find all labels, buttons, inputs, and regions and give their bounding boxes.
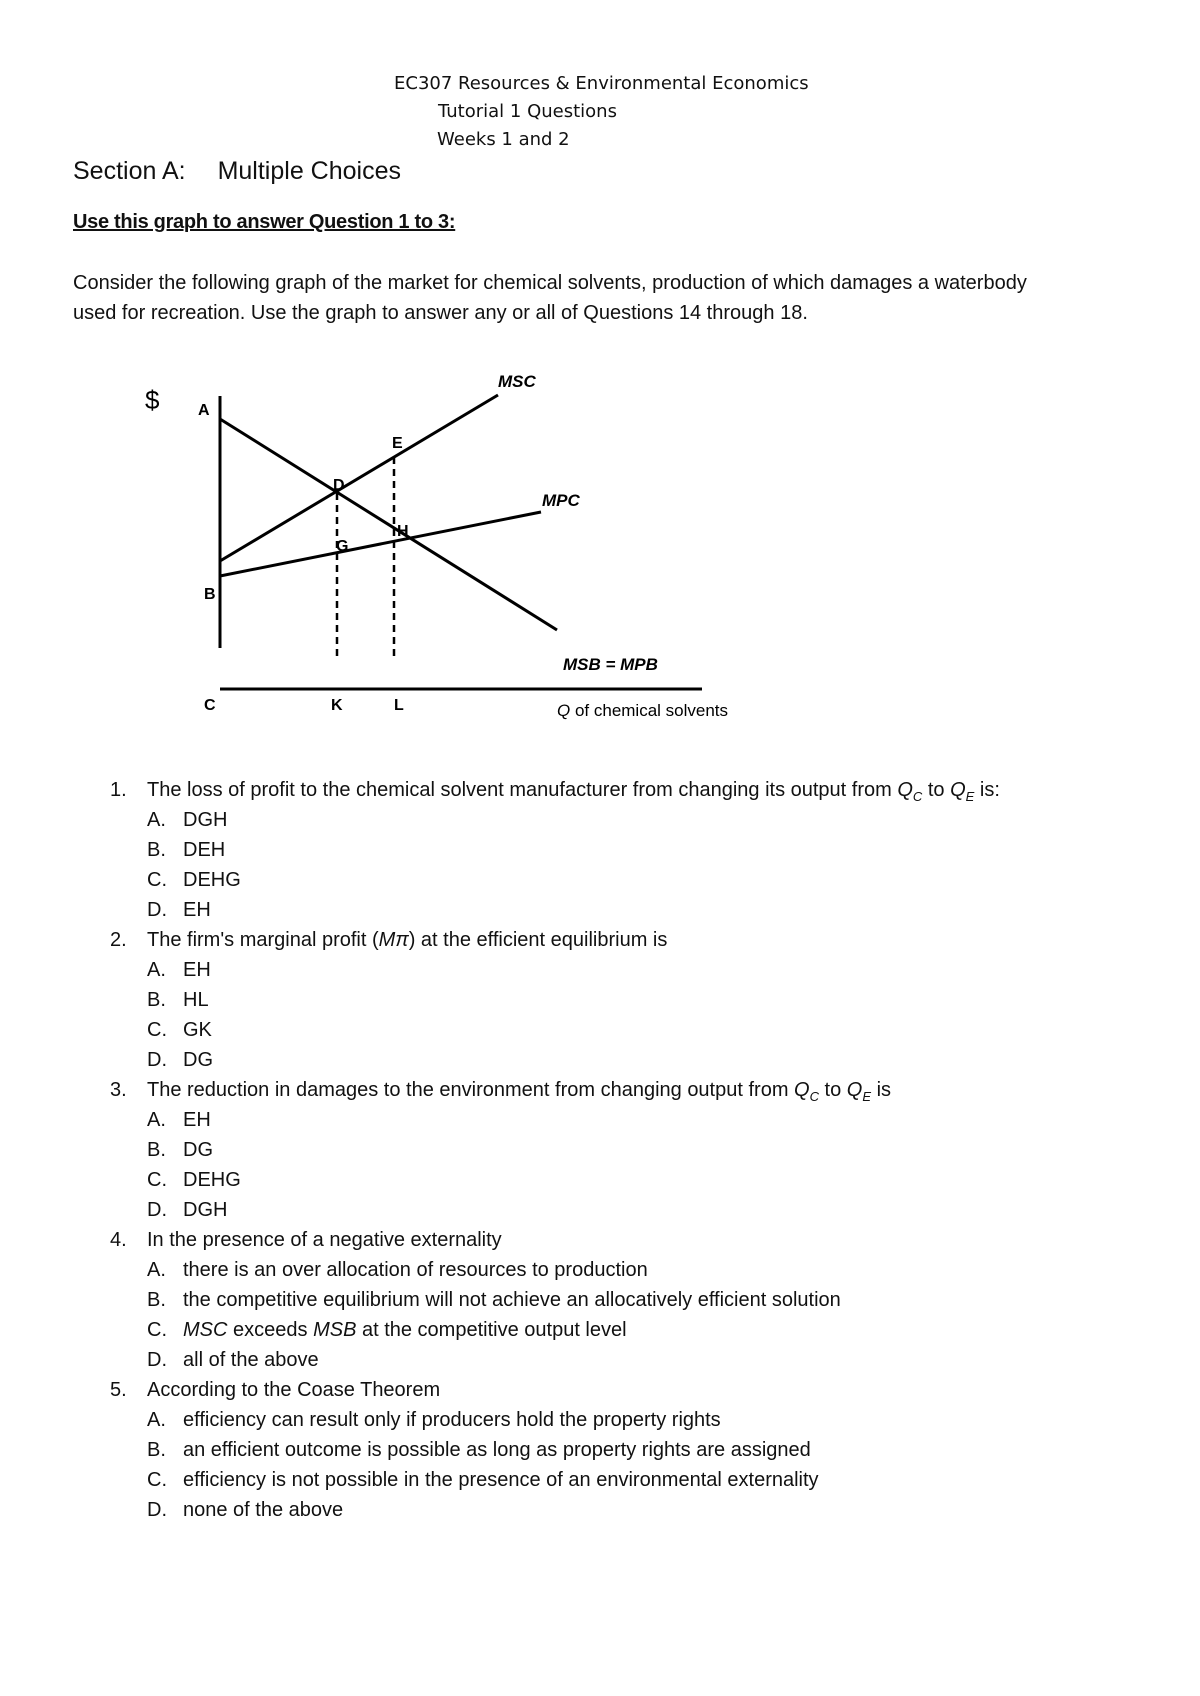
intro-line-1: Consider the following graph of the market for chemical solvents, production of which damages a waterbody bbox=[73, 272, 1027, 294]
option-letter: C. bbox=[147, 1319, 167, 1341]
point-label-g: G bbox=[336, 538, 349, 555]
question-text-part: to bbox=[922, 779, 951, 801]
q-symbol: Q bbox=[846, 1079, 863, 1101]
y-axis-symbol: $ bbox=[145, 385, 160, 415]
x-axis-label-rest: of chemical solvents bbox=[570, 701, 729, 720]
weeks-label: Weeks 1 and 2 bbox=[437, 129, 570, 150]
option-letter: D. bbox=[147, 1499, 167, 1521]
option bbox=[0, 985, 1200, 1015]
option-text-part: exceeds bbox=[227, 1319, 314, 1341]
point-label-h: H bbox=[397, 523, 409, 540]
question-text bbox=[147, 925, 667, 955]
option-text: DEHG bbox=[183, 869, 241, 891]
option-letter: B. bbox=[147, 839, 166, 861]
option bbox=[0, 895, 1200, 925]
msc-line bbox=[220, 395, 498, 561]
option-text: efficiency is not possible in the presence of an environmental externality bbox=[183, 1469, 819, 1491]
q-subscript: E bbox=[862, 1089, 872, 1104]
option-letter: A. bbox=[147, 1109, 166, 1131]
option-text: EH bbox=[183, 899, 211, 921]
question-text-part: is: bbox=[974, 779, 1000, 801]
mpc-label: MPC bbox=[542, 491, 580, 510]
msb-mpb-line bbox=[220, 419, 557, 630]
question-text-part: to bbox=[818, 1079, 847, 1101]
section-label: Section A: bbox=[73, 157, 186, 185]
point-label-b: B bbox=[204, 586, 216, 603]
intro-line-2: used for recreation. Use the graph to answer any or all of Questions 14 through 18. bbox=[73, 302, 808, 324]
option-text: an efficient outcome is possible as long as property rights are assigned bbox=[183, 1439, 811, 1461]
option bbox=[0, 1465, 1200, 1495]
option bbox=[0, 1405, 1200, 1435]
option-letter: D. bbox=[147, 1349, 167, 1371]
q-symbol: Q bbox=[950, 779, 966, 801]
option-letter: D. bbox=[147, 1049, 167, 1071]
question-text: According to the Coase Theorem bbox=[147, 1379, 441, 1401]
q-subscript: E bbox=[965, 789, 975, 804]
option-letter: C. bbox=[147, 1169, 167, 1191]
question-number: 2. bbox=[110, 929, 127, 951]
option-letter: C. bbox=[147, 1019, 167, 1041]
question-1 bbox=[0, 775, 1200, 925]
option-letter: B. bbox=[147, 1289, 166, 1311]
question-text-part: The reduction in damages to the environment from changing output from bbox=[147, 1079, 795, 1101]
question-2 bbox=[0, 925, 1200, 1075]
option-text: EH bbox=[183, 1109, 211, 1131]
option bbox=[0, 865, 1200, 895]
option bbox=[0, 1345, 1200, 1375]
option-letter: D. bbox=[147, 899, 167, 921]
graph-instruction: Use this graph to answer Question 1 to 3: bbox=[73, 211, 456, 233]
option-letter: B. bbox=[147, 1139, 166, 1161]
option-text: DG bbox=[183, 1139, 213, 1161]
option bbox=[0, 805, 1200, 835]
option-letter: B. bbox=[147, 989, 166, 1011]
option-text: efficiency can result only if producers hold the property rights bbox=[183, 1409, 721, 1431]
option bbox=[0, 1045, 1200, 1075]
option-letter: A. bbox=[147, 1409, 166, 1431]
q-symbol: Q bbox=[794, 1079, 810, 1101]
option-text-part: at the competitive output level bbox=[356, 1319, 627, 1341]
question-number: 5. bbox=[110, 1379, 127, 1401]
option bbox=[0, 1315, 1200, 1345]
point-label-c: C bbox=[204, 697, 216, 714]
option-text: EH bbox=[183, 959, 211, 981]
question-text: In the presence of a negative externality bbox=[147, 1229, 502, 1251]
tutorial-title: Tutorial 1 Questions bbox=[438, 101, 617, 122]
point-label-l: L bbox=[394, 697, 404, 714]
x-axis-label-var: Q bbox=[557, 701, 571, 720]
option-text: DEH bbox=[183, 839, 226, 861]
question-3 bbox=[0, 1075, 1200, 1225]
question-number: 1. bbox=[110, 779, 127, 801]
option-text: GK bbox=[183, 1019, 212, 1041]
option-text: DEHG bbox=[183, 1169, 241, 1191]
option bbox=[0, 1135, 1200, 1165]
option bbox=[0, 1435, 1200, 1465]
question-list bbox=[0, 775, 1200, 1525]
msb-term: MSB bbox=[313, 1319, 357, 1341]
section-title: Multiple Choices bbox=[217, 157, 401, 185]
option-text bbox=[183, 1315, 627, 1345]
option-letter: C. bbox=[147, 869, 167, 891]
msc-term: MSC bbox=[183, 1319, 228, 1341]
point-label-e: E bbox=[392, 435, 403, 452]
option bbox=[0, 835, 1200, 865]
point-label-d: D bbox=[333, 477, 345, 494]
option-text: HL bbox=[183, 989, 209, 1011]
option-letter: A. bbox=[147, 1259, 166, 1281]
mpc-line bbox=[220, 512, 541, 576]
option-letter: B. bbox=[147, 1439, 166, 1461]
option bbox=[0, 955, 1200, 985]
option-letter: C. bbox=[147, 1469, 167, 1491]
option-text: the competitive equilibrium will not achieve an allocatively efficient solution bbox=[183, 1289, 841, 1311]
question-text-part: is bbox=[871, 1079, 892, 1101]
option bbox=[0, 1165, 1200, 1195]
option-letter: A. bbox=[147, 809, 166, 831]
question-text-part: ) at the efficient equilibrium is bbox=[408, 929, 668, 951]
question-text-part: The firm's marginal profit ( bbox=[147, 929, 379, 951]
q-subscript: C bbox=[809, 1089, 819, 1104]
msb-mpb-label: MSB = MPB bbox=[563, 655, 658, 674]
question-5 bbox=[0, 1375, 1200, 1525]
option-text: DGH bbox=[183, 1199, 228, 1221]
point-label-k: K bbox=[331, 697, 343, 714]
question-text-part: The loss of profit to the chemical solvent manufacturer from changing its output from bbox=[147, 779, 898, 801]
q-subscript: C bbox=[912, 789, 923, 804]
option-text: DG bbox=[183, 1049, 213, 1071]
msc-label: MSC bbox=[498, 372, 536, 391]
option bbox=[0, 1285, 1200, 1315]
option bbox=[0, 1195, 1200, 1225]
option bbox=[0, 1105, 1200, 1135]
option bbox=[0, 1495, 1200, 1525]
option bbox=[0, 1255, 1200, 1285]
option-letter: D. bbox=[147, 1199, 167, 1221]
course-title: EC307 Resources & Environmental Economics bbox=[394, 73, 809, 94]
question-4 bbox=[0, 1225, 1200, 1375]
question-number: 4. bbox=[110, 1229, 127, 1251]
option-text: DGH bbox=[183, 809, 228, 831]
q-symbol: Q bbox=[897, 779, 913, 801]
option-text: none of the above bbox=[183, 1499, 344, 1521]
option-text: all of the above bbox=[183, 1349, 319, 1371]
x-axis-label bbox=[557, 701, 728, 720]
option bbox=[0, 1015, 1200, 1045]
externality-graph bbox=[0, 0, 1200, 760]
option-letter: A. bbox=[147, 959, 166, 981]
option-text: there is an over allocation of resources to production bbox=[183, 1259, 648, 1281]
question-number: 3. bbox=[110, 1079, 127, 1101]
marginal-profit-symbol: Mπ bbox=[378, 929, 409, 951]
point-label-a: A bbox=[198, 402, 210, 419]
